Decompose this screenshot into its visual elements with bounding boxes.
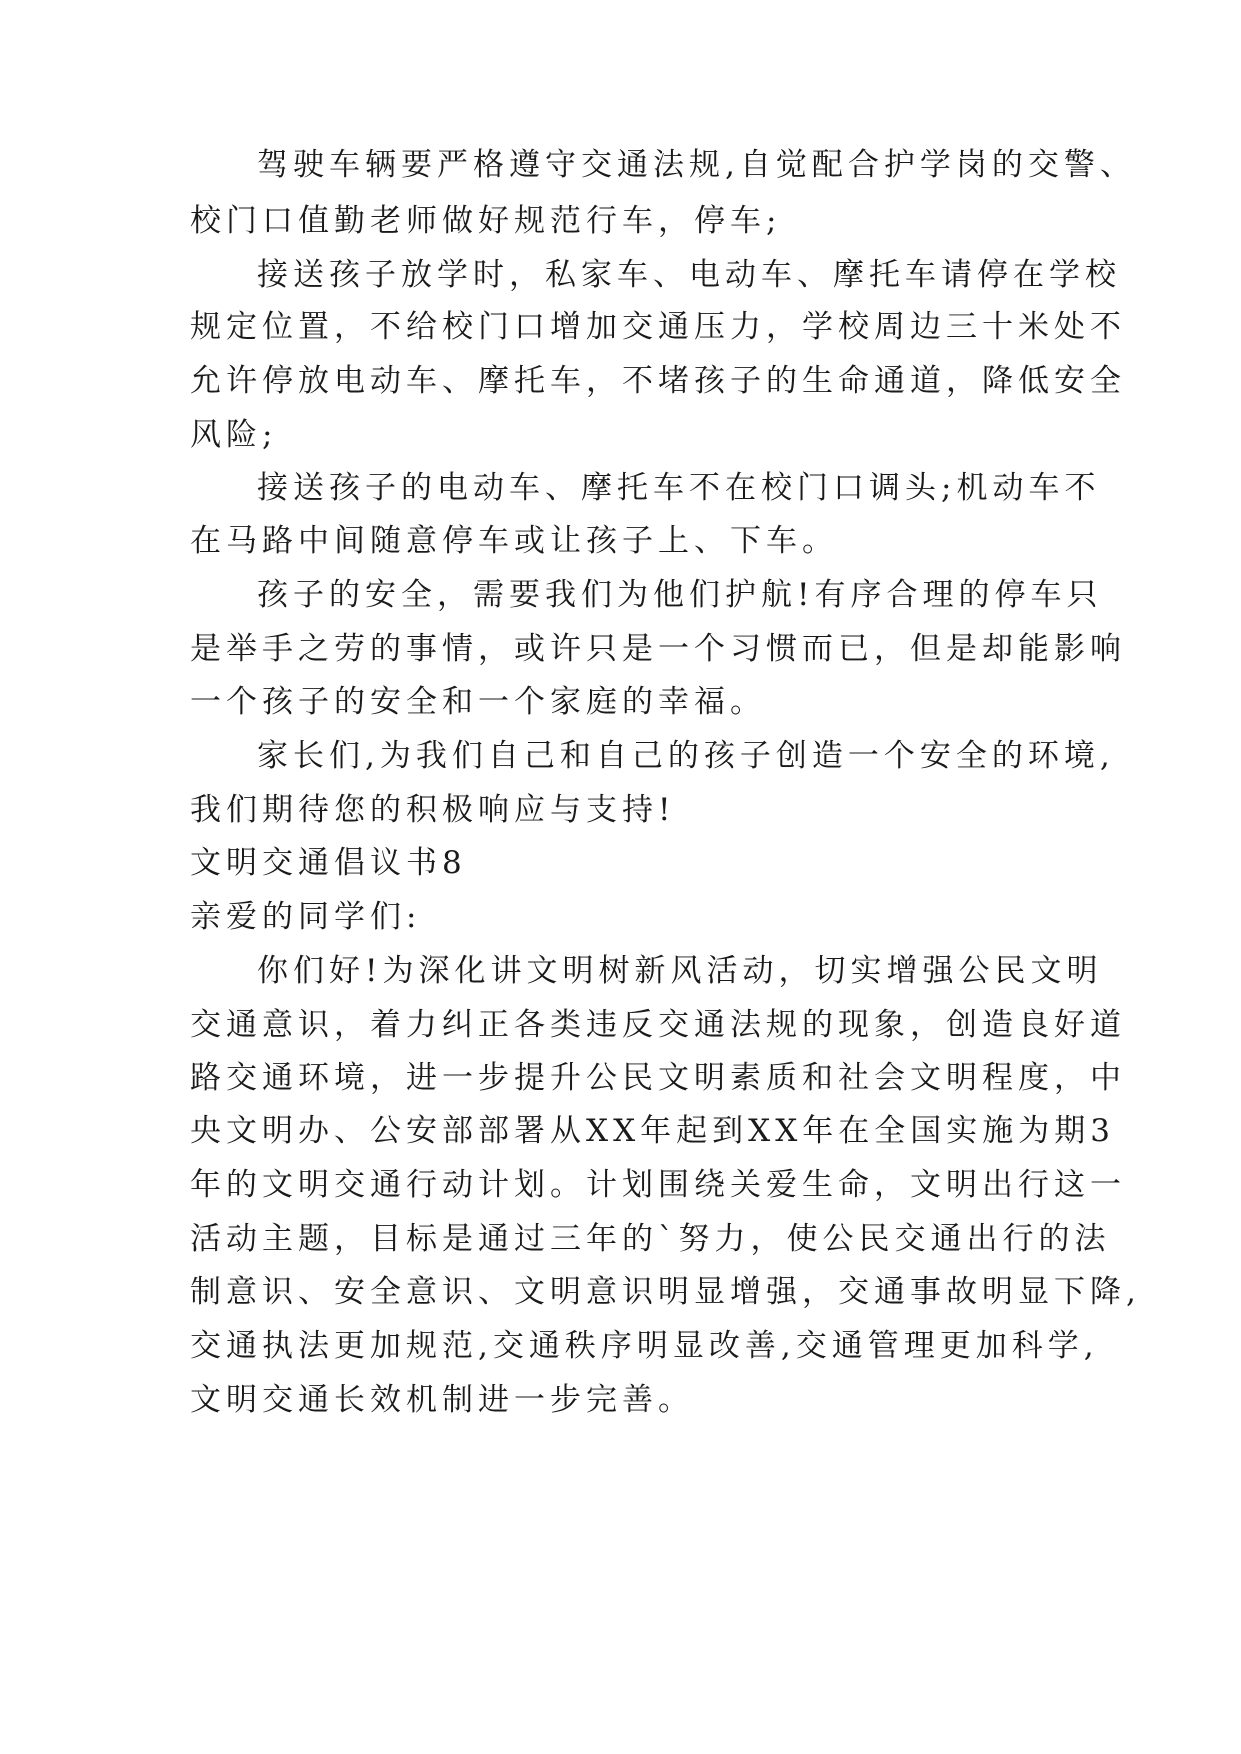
paragraph-line: 制意识、安全意识、文明意识明显增强，交通事故明显下降,: [190, 1274, 1141, 1310]
paragraph-line: 风险;: [190, 417, 278, 453]
salutation: 亲爱的同学们:: [190, 899, 422, 935]
section-title: 文明交通倡议书8: [190, 845, 467, 881]
paragraph-line: 交通意识，着力纠正各类违反交通法规的现象，创造良好道: [190, 1007, 1126, 1043]
paragraph-line: 规定位置，不给校门口增加交通压力，学校周边三十米处不: [190, 309, 1126, 345]
paragraph-line: 接送孩子放学时，私家车、电动车、摩托车请停在学校: [257, 257, 1121, 293]
paragraph-line: 你们好!为深化讲文明树新风活动，切实增强公民文明: [257, 953, 1103, 989]
paragraph-line: 交通执法更加规范,交通秩序明显改善,交通管理更加科学,: [190, 1328, 1099, 1364]
paragraph-line: 在马路中间随意停车或让孩子上、下车。: [190, 523, 838, 559]
paragraph-line: 央文明办、公安部部署从XX年起到XX年在全国实施为期3: [190, 1113, 1115, 1149]
paragraph-line: 接送孩子的电动车、摩托车不在校门口调头;机动车不: [257, 470, 1101, 506]
paragraph-line: 我们期待您的积极响应与支持!: [190, 792, 676, 828]
paragraph-line: 家长们,为我们自己和自己的孩子创造一个安全的环境,: [257, 738, 1115, 774]
paragraph-line: 文明交通长效机制进一步完善。: [190, 1382, 694, 1418]
paragraph-line: 年的文明交通行动计划。计划围绕关爱生命，文明出行这一: [190, 1167, 1126, 1203]
paragraph-line: 允许停放电动车、摩托车，不堵孩子的生命通道，降低安全: [190, 363, 1126, 399]
paragraph-line: 活动主题，目标是通过三年的`努力，使公民交通出行的法: [190, 1221, 1111, 1257]
paragraph-line: 孩子的安全，需要我们为他们护航!有序合理的停车只: [257, 577, 1103, 613]
paragraph-line: 路交通环境，进一步提升公民文明素质和社会文明程度，中: [190, 1060, 1126, 1096]
paragraph-line: 校门口值勤老师做好规范行车，停车;: [190, 203, 782, 239]
paragraph-line: 一个孩子的安全和一个家庭的幸福。: [190, 684, 766, 720]
paragraph-line: 是举手之劳的事情，或许只是一个习惯而已，但是却能影响: [190, 631, 1126, 667]
paragraph-line: 驾驶车辆要严格遵守交通法规,自觉配合护学岗的交警、: [257, 147, 1136, 183]
